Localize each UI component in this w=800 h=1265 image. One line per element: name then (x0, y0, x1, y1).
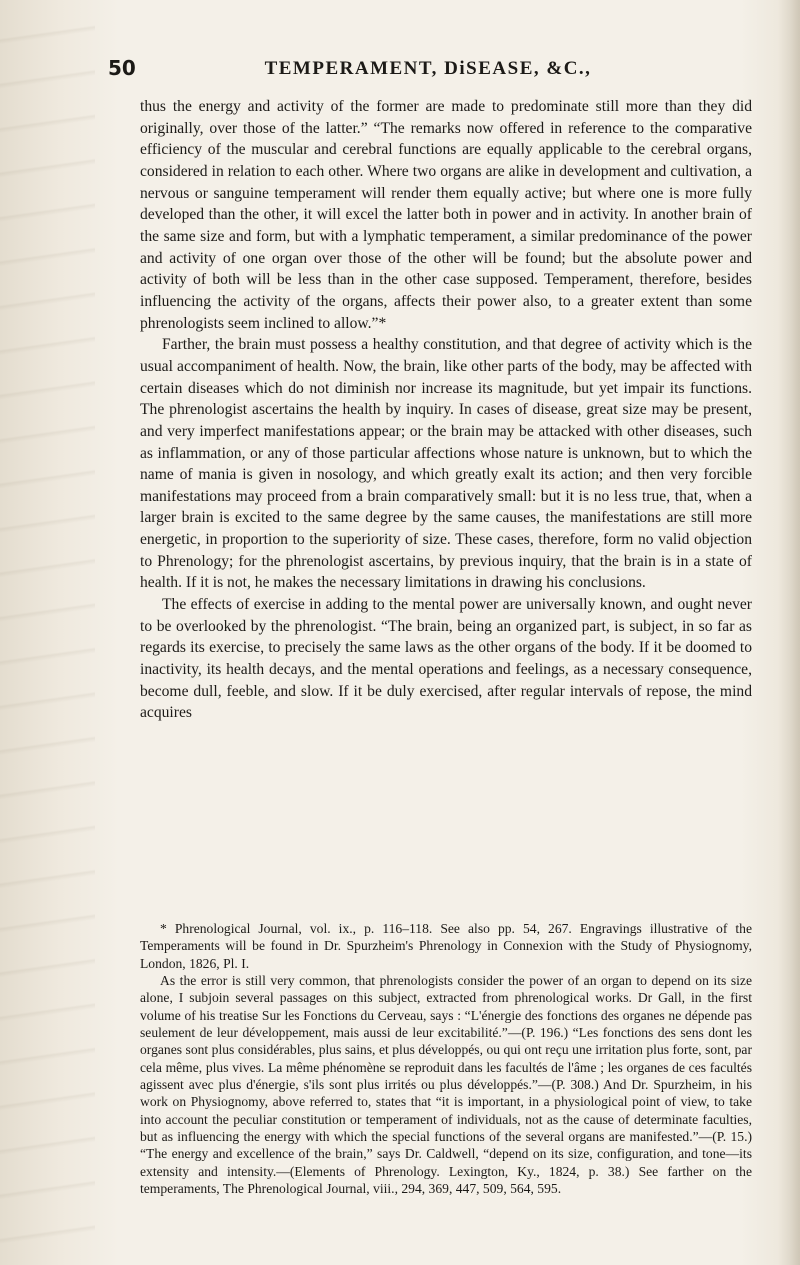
paragraph-2: Farther, the brain must possess a healthy constitution, and that degree of activity which is the usual accompaniment of health. Now, the brain, like other parts of the body, may be affected with certain diseases which do not diminish nor increase its magnitude, but yet impair its functions. The phrenologist ascertains the health by inquiry. In cases of disease, great size may be present, and very imperfect manifestations appear; or the brain may be attacked with other diseases, such as inflammation, or any of those particular affections whose nature is unknown, but to which the name of mania is given in nosology, and which greatly exalt its action; and then very forcible manifestations may proceed from a brain comparatively small: but it is no less true, that, when a larger brain is excited to the same degree by the same causes, the manifestations are still more energetic, in proportion to the superiority of size. These cases, therefore, form no valid objection to Phrenology; for the phrenologist ascertains, by previous inquiry, that the brain is in a state of health. If it is not, he makes the necessary limitations in drawing his conclusions. (140, 336, 752, 592)
footnote-2: As the error is still very common, that phrenologists consider the power of an organ to depend on its size alone, I subjoin several passages on this subject, extracted from phrenological works. Dr Gall, in the first volume of his treatise Sur les Fonctions du Cerveau, says : “L'énergie des fonctions des organes ne dépende pas seulement de leur développement, mais aussi de leur excitabilité.”—(P. 196.) “Les fonctions des sens dont les organes sont plus considérables, plus sains, et plus développés, ou qui ont reçu une irritation plus forte, sont, par cela même, plus vives. La même phénomène se reproduit dans les facultés de l'âme ; les organes de ces facultés agissent avec plus d'énergie, s'ils sont plus irrités ou plus développés.”—(P. 308.) And Dr. Spurzheim, in his work on Physiognomy, above referred to, states that “it is important, in a physiological point of view, to take into account the peculiar constitution or temperament of individuals, not as the cause of determinate faculties, but as influencing the energy with which the special functions of the several organs are manifested.”—(P. 15.) “The energy and excellence of the brain,” says Dr. Caldwell, “depend on its size, configuration, and tone—its extensity and intensity.—(Elements of Phrenology. Lexington, Ky., 1824, p. 38.) See farther on the temperaments, The Phrenological Journal, viii., 294, 369, 447, 509, 564, 595. (140, 973, 752, 1197)
footnotes (140, 920, 752, 1198)
page-edge-shadow (778, 0, 800, 1265)
paragraph-1: thus the energy and activity of the former are made to predominate still more than they did originally, over those of the latter.” “The remarks now offered in reference to the comparative efficiency of the muscular and cerebral functions are equally applicable to the cerebral organs, considered in relation to each other. Where two organs are alike in development and cultivation, a nervous or sanguine temperament will render them equally active; but where one is more fully developed than the other, it will excel the latter both in power and in activity. In another brain of the same size and form, but with a lymphatic temperament, a similar predominance of the power and activity of one organ over those of the other will be found; but the absolute power and activity of both will be less than in the other case supposed. Temperament, therefore, besides influencing the activity of the organs, affects their power also, to a greater extent than some phrenologists seem inclined to allow.”* (140, 98, 752, 332)
paragraph-3: The effects of exercise in adding to the mental power are universally known, and ought never to be overlooked by the phrenologist. “The brain, being an organized part, is subject, in so far as regards its exercise, to precisely the same laws as the other organs of the body. If it be doomed to inactivity, its health decays, and the mental operations and feelings, as a necessary consequence, become dull, feeble, and slow. If it be duly exercised, after regular intervals of repose, the mind acquires (140, 596, 752, 722)
page-header (108, 56, 748, 90)
running-head: TEMPERAMENT, DiSEASE, &C., (264, 58, 592, 79)
body-text (140, 96, 752, 724)
page-number: 50 (108, 56, 136, 80)
footnote-1: * Phrenological Journal, vol. ix., p. 116–118. See also pp. 54, 267. Engravings illustrative of the Temperaments will be found in Dr. Spurzheim's Phrenology in Connexion with the Study of Physiognomy, London, 1826, Pl. I. (140, 921, 752, 971)
page-gutter-shadow (0, 0, 95, 1265)
